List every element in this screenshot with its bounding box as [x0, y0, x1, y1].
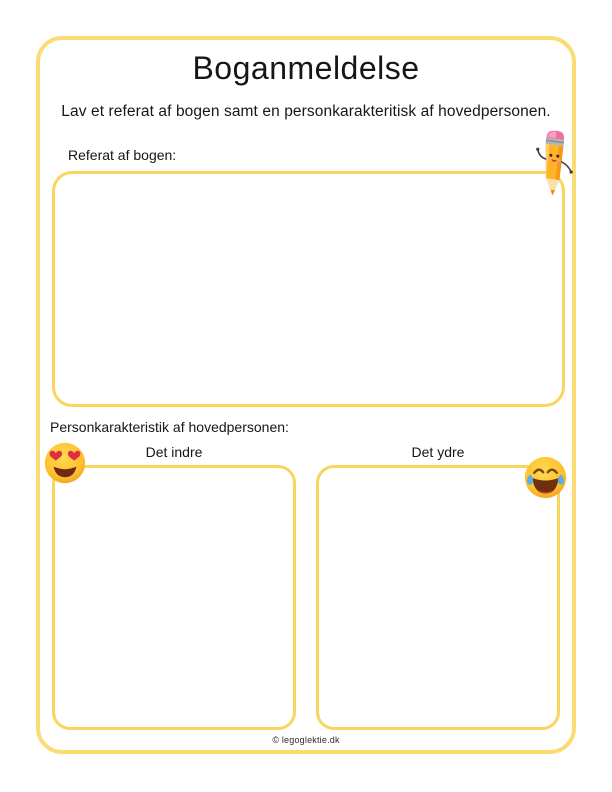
page-subtitle: Lav et referat af bogen samt en personkarakteritisk af hovedpersonen.: [61, 103, 551, 120]
det-indre-header: Det indre: [145, 444, 203, 460]
referat-writing-area[interactable]: [52, 171, 565, 407]
laughing-tears-emoji-icon: [523, 455, 568, 500]
pencil-character-icon: [531, 130, 576, 197]
det-indre-writing-area[interactable]: [52, 465, 296, 730]
heart-eyes-emoji-icon: [43, 441, 87, 485]
det-ydre-writing-area[interactable]: [316, 465, 560, 730]
referat-label: Referat af bogen:: [68, 147, 177, 163]
footer-credit: © legoglektie.dk: [272, 735, 340, 745]
page-title: Boganmeldelse: [192, 50, 420, 86]
det-ydre-header: Det ydre: [411, 444, 465, 460]
personkarakteristik-label: Personkarakteristik af hovedpersonen:: [50, 419, 289, 435]
